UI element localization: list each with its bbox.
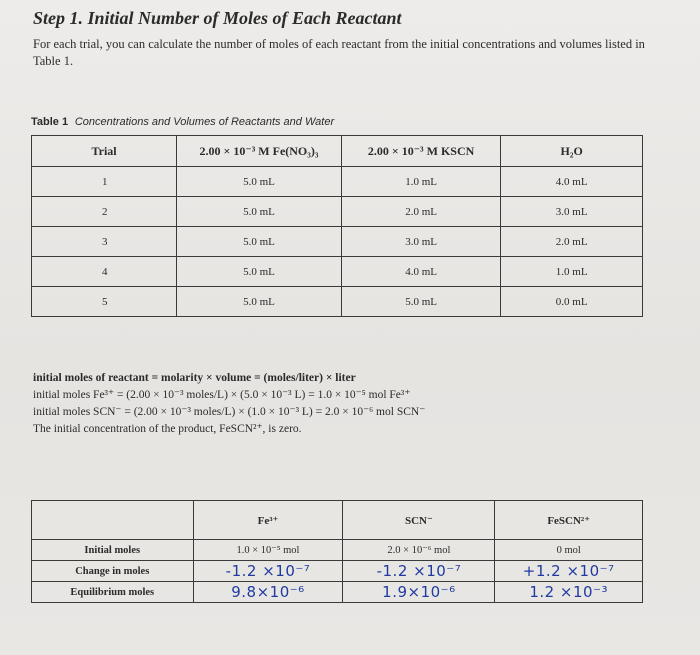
table-row xyxy=(32,287,643,317)
table-row xyxy=(32,582,643,603)
table1-caption xyxy=(31,116,334,128)
water-volume-cell: 4.0 mL xyxy=(501,167,643,197)
change-moles-fe[interactable]: -1.2 ×10⁻⁷ xyxy=(193,561,343,582)
trial-cell: 5 xyxy=(32,287,177,317)
water-volume-cell: 3.0 mL xyxy=(501,197,643,227)
ice-row-label: Initial moles xyxy=(32,540,194,561)
fe-moles-calculation: initial moles Fe³⁺ = (2.00 × 10⁻³ moles/L) × (5.0 × 10⁻³ L) = 1.0 × 10⁻⁵ mol Fe³⁺ xyxy=(33,389,411,401)
step-intro-text: For each trial, you can calculate the number of moles of each reactant from the initial concentrations and volumes listed in Table 1. xyxy=(33,37,645,68)
change-moles-fescn[interactable]: +1.2 ×10⁻⁷ xyxy=(495,561,643,582)
table1-caption-number: Table 1 xyxy=(31,116,69,128)
water-volume-cell: 2.0 mL xyxy=(501,227,643,257)
table-row xyxy=(32,257,643,287)
change-moles-scn[interactable]: -1.2 ×10⁻⁷ xyxy=(343,561,495,582)
kscn-volume-cell: 3.0 mL xyxy=(341,227,501,257)
trial-cell: 4 xyxy=(32,257,177,287)
kscn-volume-cell: 5.0 mL xyxy=(341,287,501,317)
equilibrium-moles-fescn[interactable]: 1.2 ×10⁻³ xyxy=(495,582,643,603)
table-row xyxy=(32,167,643,197)
concentrations-table xyxy=(31,135,643,317)
ice-row-label: Equilibrium moles xyxy=(32,582,194,603)
kscn-volume-cell: 4.0 mL xyxy=(341,257,501,287)
trial-cell: 3 xyxy=(32,227,177,257)
initial-moles-scn: 2.0 × 10⁻⁶ mol xyxy=(343,540,495,561)
table-row xyxy=(32,197,643,227)
table1-header-water: H₂O xyxy=(501,136,643,167)
fe-volume-cell: 5.0 mL xyxy=(177,197,342,227)
table-row xyxy=(32,561,643,582)
table1-header-trial: Trial xyxy=(32,136,177,167)
fe-volume-cell: 5.0 mL xyxy=(177,257,342,287)
kscn-volume-cell: 2.0 mL xyxy=(341,197,501,227)
moles-formula: initial moles of reactant = molarity × volume = (moles/liter) × liter xyxy=(33,372,356,384)
table-row xyxy=(32,227,643,257)
table1-header-row xyxy=(32,136,643,167)
table1-caption-text: Concentrations and Volumes of Reactants and Water xyxy=(74,116,335,128)
initial-moles-fescn: 0 mol xyxy=(495,540,643,561)
fe-volume-cell: 5.0 mL xyxy=(177,227,342,257)
scn-moles-calculation: initial moles SCN⁻ = (2.00 × 10⁻³ moles/L) × (1.0 × 10⁻³ L) = 2.0 × 10⁻⁶ mol SCN⁻ xyxy=(33,406,426,418)
water-volume-cell: 1.0 mL xyxy=(501,257,643,287)
equilibrium-moles-fe[interactable]: 9.8×10⁻⁶ xyxy=(193,582,343,603)
product-concentration-note: The initial concentration of the product, FeSCN²⁺, is zero. xyxy=(33,423,302,435)
ice-header-row xyxy=(32,501,643,540)
trial-cell: 1 xyxy=(32,167,177,197)
fe-volume-cell: 5.0 mL xyxy=(177,287,342,317)
ice-header-fescn: FeSCN²⁺ xyxy=(495,501,643,540)
ice-header-scn: SCN⁻ xyxy=(343,501,495,540)
initial-moles-fe: 1.0 × 10⁻⁵ mol xyxy=(193,540,343,561)
ice-table xyxy=(31,500,643,603)
table1-header-fe: 2.00 × 10⁻³ M Fe(NO₃)₃ xyxy=(177,136,342,167)
step-heading: Step 1. Initial Number of Moles of Each Reactant xyxy=(33,8,402,28)
equilibrium-moles-scn[interactable]: 1.9×10⁻⁶ xyxy=(343,582,495,603)
water-volume-cell: 0.0 mL xyxy=(501,287,643,317)
ice-header-fe: Fe³⁺ xyxy=(193,501,343,540)
ice-row-label: Change in moles xyxy=(32,561,194,582)
moles-calculation-block xyxy=(33,370,425,438)
kscn-volume-cell: 1.0 mL xyxy=(341,167,501,197)
table-row xyxy=(32,540,643,561)
table1-header-kscn: 2.00 × 10⁻³ M KSCN xyxy=(341,136,501,167)
ice-header-blank xyxy=(32,501,194,540)
trial-cell: 2 xyxy=(32,197,177,227)
fe-volume-cell: 5.0 mL xyxy=(177,167,342,197)
